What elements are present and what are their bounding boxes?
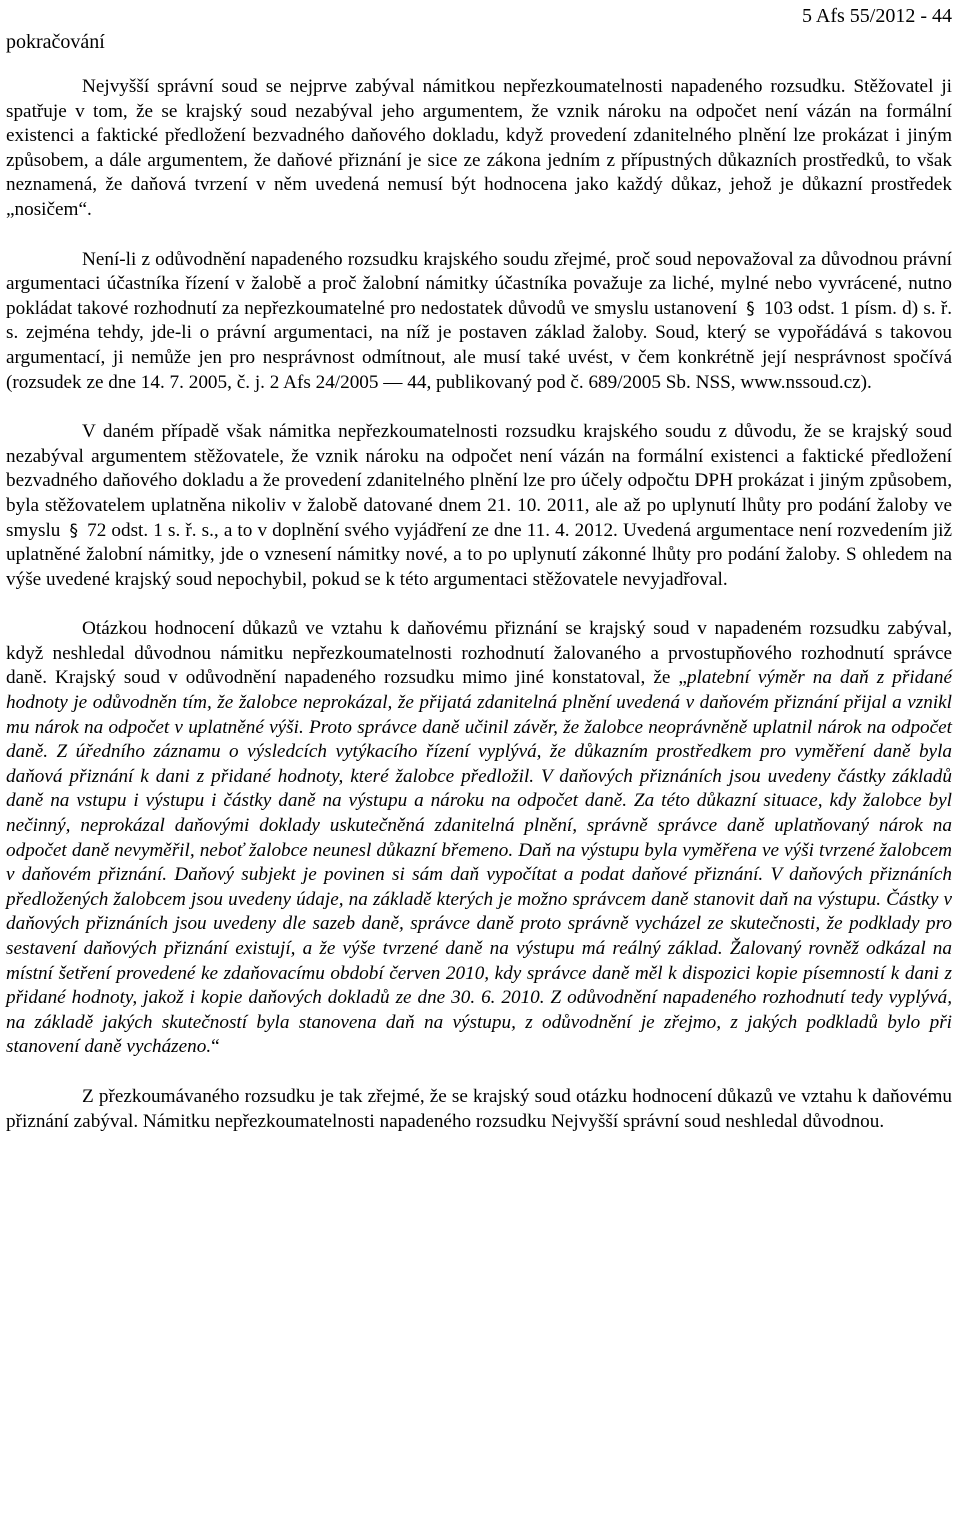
section-sign: § [69,520,78,541]
paragraph-2-text-end: 103 odst. 1 písm. d) s. ř. s. zejména tehdy, jde-li o právní argumentaci, na níž je postaven základ žaloby. Soud, který se vypořádává s takovou argumentací, ji nemůže jen pro nesprávnost odmítnout, ale musí také uvést, v čem konkrétně její nesprávnost spočívá (rozsudek ze dne 14. 7. 2005, č. j. 2 Afs 24/2005 — 44, publikovaný pod č. 689/2005 Sb. NSS, www.nssoud.cz). [6,297,953,393]
paragraph-1 [6,75,952,223]
quoted-judgment-text: platební výměr na daň z přidané hodnoty je odůvodněn tím, že žalobce neprokázal, že přijatá zdanitelná plnění uvedená v daňovém přiznání přijal a vznikl mu nárok na odpočet v uplatněné výši. Proto správce daně učinil závěr, že žalobce neoprávněně uplatnil nárok na odpočet daně. Z úředního záznamu o výsledcích vytýkacího řízení vyplývá, že důkazním prostředkem pro vyměření daně byla daňová přiznání k dani z přidané hodnoty, které žalobce předložil. V daňových přiznáních jsou uvedeny částky základů daně na vstupu i výstupu i částky daně na výstupu a nároku na odpočet daně. Za této důkazní situace, kdy žalobce byl nečinný, neprokázal daňovými doklady uskutečněná zdanitelná plnění, správně správce daně uplatňovaný nárok na odpočet daně nevyměřil, neboť žalobce neunesl důkazní břemeno. Daň na výstupu byla vyměřena ve výši tvrzené žalobcem v daňovém přiznání. Daňový subjekt je povinen si sám daň vypočítat a podat daňové přiznání. V daňových přiznáních předložených žalobcem jsou uvedeny údaje, na základě kterých je možno správcem daně stanovit daň na výstupu. Částky v daňových přiznáních jsou uvedeny dle sazeb daně, správce daně proto správně vycházel ze skutečnosti, že podklady pro sestavení daňových přiznání existují, a že výše tvrzené daně na výstupu má reálný základ. Žalovaný rovněž odkázal na místní šetření provedené ke zdaňovacímu období červen 2010, kdy správce daně měl k dispozici kopie písemností k dani z přidané hodnoty, jakož i kopie daňových dokladů ze dne 30. 6. 2010. Z odůvodnění napadeného rozhodnutí tedy vyplývá, na základě jakých skutečností byla stanovena daň na výstupu, z odůvodnění je zřejmo, z jakých podkladů bylo při stanovení daně vycházeno. [6,667,952,1058]
paragraph-5-text: Z přezkoumávaného rozsudku je tak zřejmé, že se krajský soud otázku hodnocení důkazů ve vztahu k daňovému přiznání zabýval. Námitku nepřezkoumatelnosti napadeného rozsudku Nejvyšší správní soud neshledal důvodnou. [6,1085,952,1132]
paragraph-3-text-end: 72 odst. 1 s. ř. s., a to v doplnění svého vyjádření ze dne 11. 4. 2012. Uvedená argumentace není rozvedením již uplatněné žalobní námitky, jde o vznesení námitky nové, a to po uplynutí zákonné lhůty pro podání žaloby. S ohledem na výše uvedené krajský soud nepochybil, pokud se k této argumentaci stěžovatele nevyjadřoval. [6,519,953,590]
section-sign: § [746,298,755,319]
continuation-label: pokračování [6,31,105,53]
document-body [6,75,952,1134]
paragraph-4 [6,617,952,1060]
closing-quote: “ [211,1036,220,1058]
paragraph-5 [6,1085,952,1134]
paragraph-gap [6,223,952,248]
case-number: 5 Afs 55/2012 - 44 [802,5,952,27]
paragraph-gap [6,395,952,420]
paragraph-4-text-start: Otázkou hodnocení důkazů ve vztahu k daňovému přiznání se krajský soud v napadeném rozsudku zabýval, když neshledal důvodnou námitku nepřezkoumatelnosti rozhodnutí žalovaného a prvostupňového rozhodnutí správce daně. Krajský soud v odůvodnění napadeného rozsudku mimo jiné konstatoval, že „ [6,618,952,689]
paragraph-3-text-start: V daném případě však námitka nepřezkoumatelnosti rozsudku krajského soudu z důvodu, že se krajský soud nezabýval argumentem stěžovatele, že vznik nároku na odpočet není vázán na formální existenci a faktické předložení bezvadného daňového dokladu a že provedení zdanitelného plnění lze pro účely odpočtu DPH prokázat i jiným způsobem, byla stěžovatelem uplatněna nikoliv v žalobě datované dnem 21. 10. 2011, ale až po uplynutí lhůty pro podání žaloby ve smyslu [6,421,952,541]
paragraph-3 [6,420,952,592]
paragraph-2 [6,248,952,396]
paragraph-1-text: Nejvyšší správní soud se nejprve zabýval námitkou nepřezkoumatelnosti napadeného rozsudku. Stěžovatel ji spatřuje v tom, že se krajský soud nezabýval jeho argumentem, že vznik nároku na odpočet není vázán na formální existenci a faktické předložení bezvadného daňového dokladu, když provedení zdanitelného plnění lze prokázat i jiným způsobem, a dále argumentem, že daňové přiznání je sice ze zákona jedním z přípustných důkazních prostředků, to však neznamená, že daňová tvrzení v něm uvedená nemusí být hodnocena jako každý důkaz, jehož je důkazní prostředek „nosičem“. [6,76,952,220]
paragraph-2-text-start: Není-li z odůvodnění napadeného rozsudku krajského soudu zřejmé, proč soud nepovažoval za důvodnou právní argumentaci účastníka řízení v žalobě a proč žalobní námitky účastníka považuje za liché, mylné nebo vyvrácené, nutno pokládat takové rozhodnutí za nepřezkoumatelné pro nedostatek důvodů ve smyslu ustanovení [6,248,952,319]
paragraph-gap [6,592,952,617]
paragraph-gap [6,1060,952,1085]
